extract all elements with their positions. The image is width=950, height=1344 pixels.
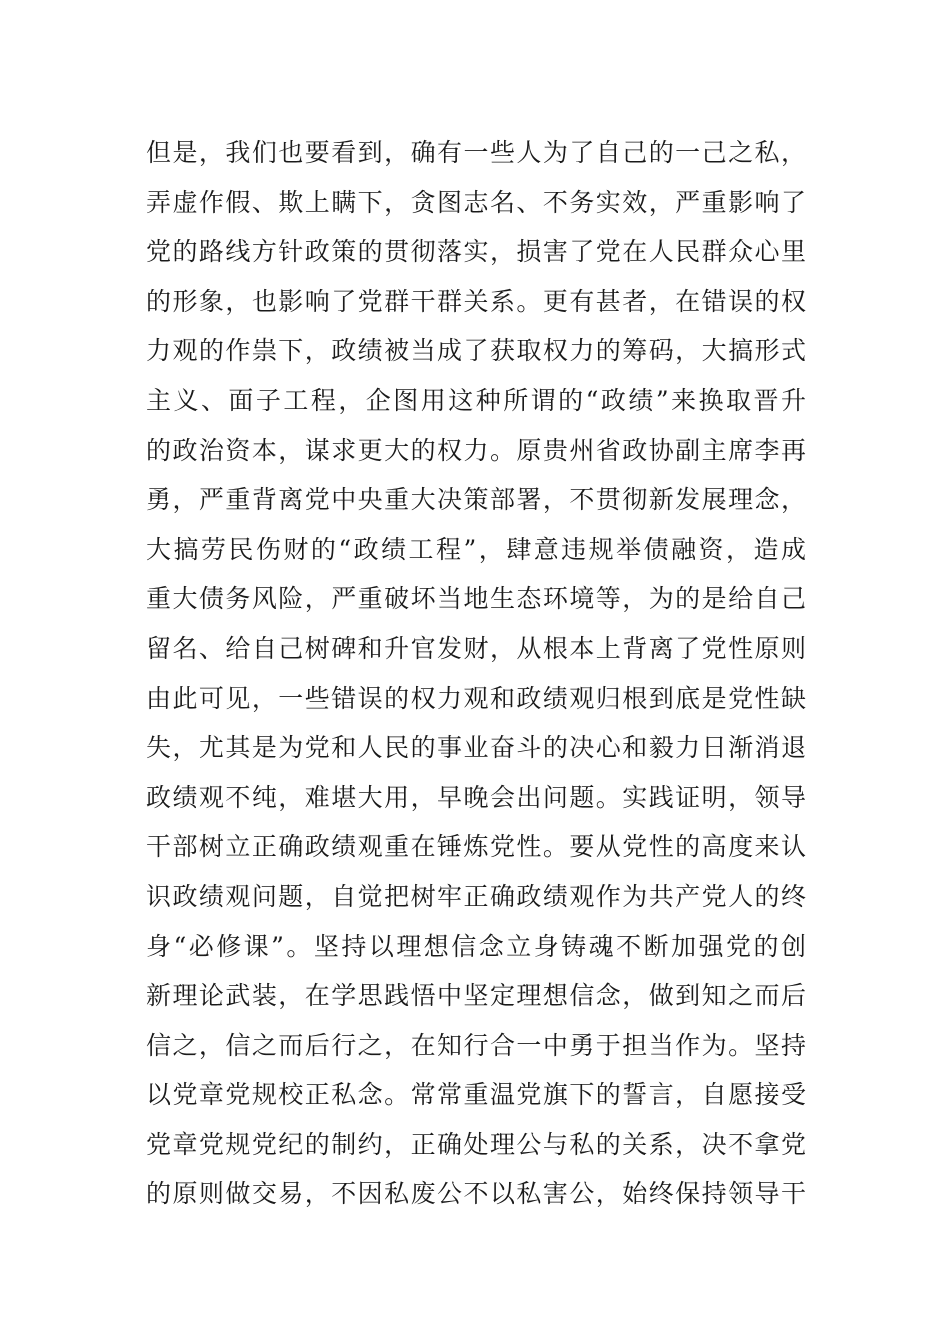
text-line: 的政治资本，谋求更大的权力。原贵州省政协副主席李再 <box>146 435 806 465</box>
text-line: 信之，信之而后行之，在知行合一中勇于担当作为。坚持 <box>146 1030 806 1060</box>
text-line: 干部树立正确政绩观重在锤炼党性。要从党性的高度来认 <box>146 832 806 862</box>
text-line: 弄虚作假、欺上瞒下，贪图志名、不务实效，严重影响了 <box>146 187 806 217</box>
text-line: 的形象，也影响了党群干群关系。更有甚者，在错误的权 <box>146 286 806 316</box>
text-line: 的原则做交易，不因私废公不以私害公，始终保持领导干 <box>146 1179 806 1209</box>
text-line: 政绩观不纯，难堪大用，早晚会出问题。实践证明，领导 <box>146 782 806 812</box>
text-line: 失，尤其是为党和人民的事业奋斗的决心和毅力日渐消退 <box>146 733 806 763</box>
text-line: 重大债务风险，严重破坏当地生态环境等，为的是给自己 <box>146 584 806 614</box>
text-line: 新理论武装，在学思践悟中坚定理想信念，做到知之而后 <box>146 981 806 1011</box>
text-line: 由此可见，一些错误的权力观和政绩观归根到底是党性缺 <box>146 683 806 713</box>
body-text <box>146 128 806 1219</box>
text-line: 党的路线方针政策的贯彻落实，损害了党在人民群众心里 <box>146 237 806 267</box>
text-line: 党章党规党纪的制约，正确处理公与私的关系，决不拿党 <box>146 1129 806 1159</box>
text-line: 力观的作祟下，政绩被当成了获取权力的筹码，大搞形式 <box>146 336 806 366</box>
text-line: 留名、给自己树碑和升官发财，从根本上背离了党性原则 <box>146 633 806 663</box>
text-line: 但是，我们也要看到，确有一些人为了自己的一己之私， <box>146 138 806 167</box>
text-line: 身“必修课”。坚持以理想信念立身铸魂不断加强党的创 <box>146 931 806 961</box>
text-line: 大搞劳民伤财的“政绩工程”，肆意违规举债融资，造成 <box>146 534 806 564</box>
text-line: 勇，严重背离党中央重大决策部署，不贯彻新发展理念， <box>146 485 806 515</box>
text-line: 主义、面子工程，企图用这种所谓的“政绩”来换取晋升 <box>146 385 806 415</box>
text-line: 识政绩观问题，自觉把树牢正确政绩观作为共产党人的终 <box>146 881 806 911</box>
text-line: 以党章党规校正私念。常常重温党旗下的誓言，自愿接受 <box>146 1080 806 1110</box>
